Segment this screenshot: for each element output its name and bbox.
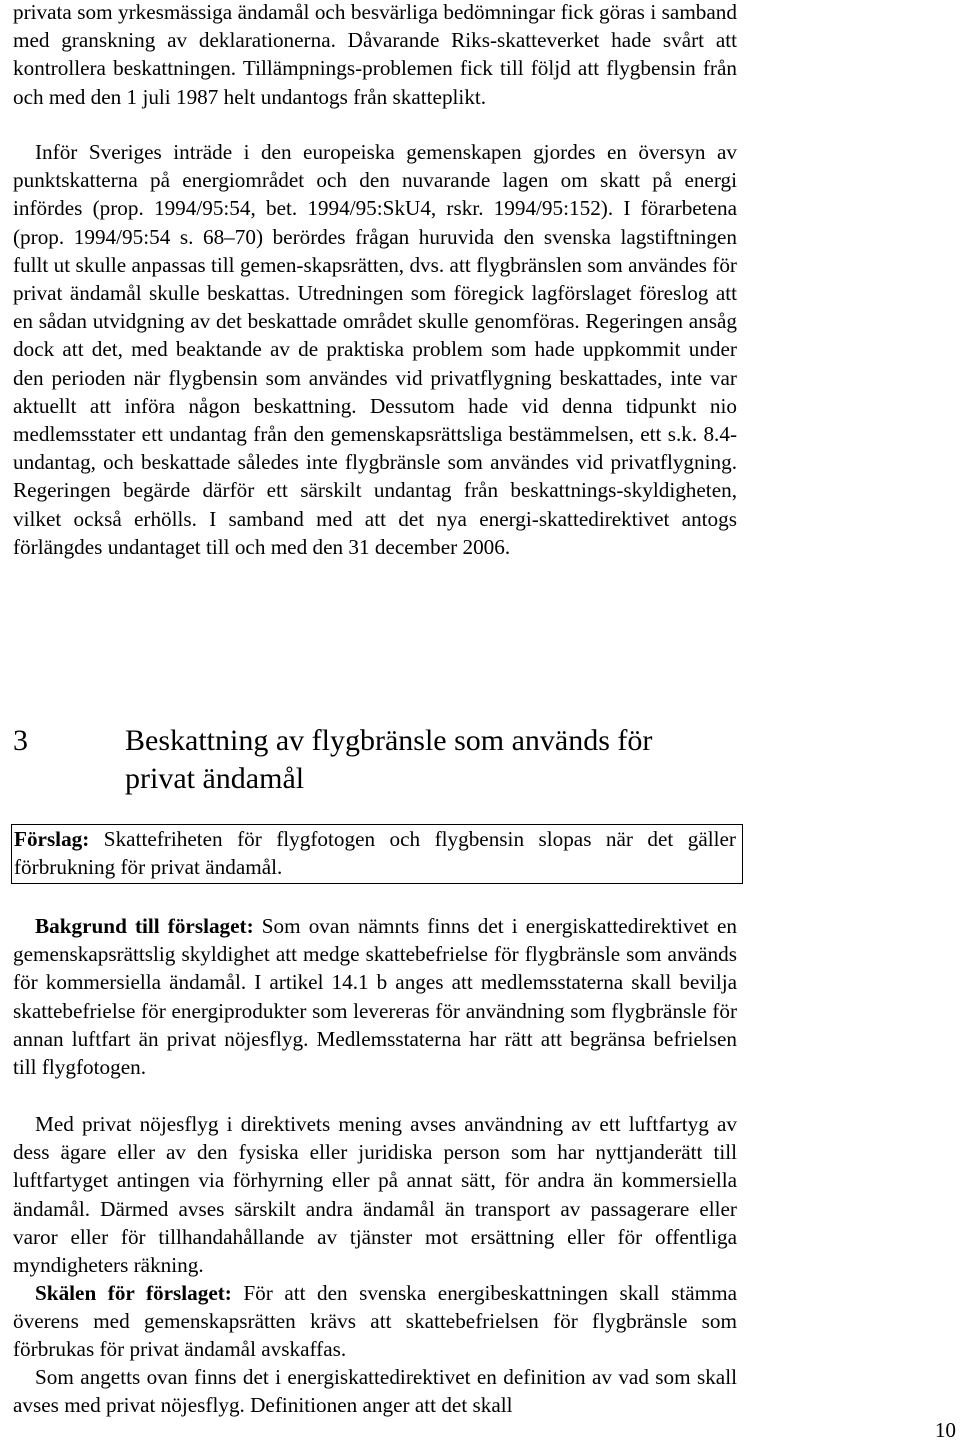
proposal-box bbox=[11, 824, 743, 884]
background-text: Som ovan nämnts finns det i energiskattedirektivet en gemenskapsrättslig skyldighet att medge skattebefrielse för flygbränsle som används för kommersiella ändamål. I artikel 14.1 b anges att medlemsstaterna skall bevilja skattebefrielse för energiprodukter som levereras för användning som flygbränsle för annan luftfart än privat nöjesflyg. Medlemsstaterna har rätt att begränsa befrielsen till flygfotogen. bbox=[13, 914, 737, 1080]
proposal-text: Skattefriheten för flygfotogen och flygbensin slopas när det gäller förbrukning för privat ändamål. bbox=[14, 827, 736, 880]
proposal-paragraph bbox=[14, 825, 736, 881]
proposal-label: Förslag: bbox=[14, 827, 90, 851]
paragraph-eu-entry: Inför Sveriges inträde i den europeiska gemenskapen gjordes en översyn av punktskatterna på energiområdet och den nuvarande lagen om skatt på energi infördes (prop. 1994/95:54, bet. 1994/95:SkU4, rskr. 1994/95:152). I förarbetena (prop. 1994/95:54 s. 68–70) berördes frågan huruvida den svenska lagstiftningen fullt ut skulle anpassas till gemen-skapsrätten, dvs. att flygbränslen som användes för privat ändamål skulle beskattas. Utredningen som föregick lagförslaget föreslog att en sådan utvidgning av det beskattade området skulle genomföras. Regeringen ansåg dock att det, med beaktande av de praktiska problem som hade uppkommit under den perioden när flygbensin som användes vid privatflygning beskattades, inte var aktuellt att införa någon beskattning. Dessutom hade vid denna tidpunkt nio medlemsstater ett undantag från den gemenskapsrättsliga bestämmelsen, ett s.k. 8.4-undantag, och beskattade således inte flygbränsle som användes vid privatflygning. Regeringen begärde därför ett särskilt undantag från beskattnings-skyldigheten, vilket också erhölls. I samband med att det nya energi-skattedirektivet antogs förlängdes undantaget till och med den 31 december 2006. bbox=[13, 140, 737, 559]
paragraph-private-flying-definition: Med privat nöjesflyg i direktivets mening avses användning av ett luftfartyg av dess ägare eller av den fysiska eller juridiska person som har nyttjanderätt till luftfartyget antingen via förhyrning eller på annat sätt, för andra än kommersiella ändamål. Därmed avses särskilt andra ändamål än transport av passagerare eller varor eller för tillhandahållande av tjänster mot ersättning eller för offentliga myndigheters räkning. bbox=[13, 1112, 737, 1278]
section-title: Beskattning av flygbränsle som används för privat ändamål bbox=[125, 724, 653, 795]
paragraph-definition: Som angetts ovan finns det i energiskattedirektivet en definition av vad som skall avses med privat nöjesflyg. Definitionen anger att det skall bbox=[13, 1365, 737, 1418]
reasons-label: Skälen för förslaget: bbox=[35, 1281, 232, 1305]
reasons-text: För att den svenska energibeskattningen skall stämma överens med gemenskapsrätten krävs att skattebefrielsen för flygbränsle som förbrukas för privat ändamål avskaffas. bbox=[13, 1281, 737, 1362]
paragraph-reasons bbox=[13, 1279, 737, 1364]
paragraph-fuel-history: privata som yrkesmässiga ändamål och besvärliga bedömningar fick göras i samband med granskning av deklarationerna. Dåvarande Riks-skatteverket hade svårt att kontrollera beskattningen. Tillämpnings-problemen fick till följd att flygbensin från och med den 1 juli 1987 helt undantogs från skatteplikt. bbox=[13, 0, 737, 109]
background-label: Bakgrund till förslaget: bbox=[35, 914, 254, 938]
paragraph-background bbox=[13, 912, 737, 1081]
section-number: 3 bbox=[13, 724, 28, 757]
page-number: 10 bbox=[934, 1418, 956, 1442]
